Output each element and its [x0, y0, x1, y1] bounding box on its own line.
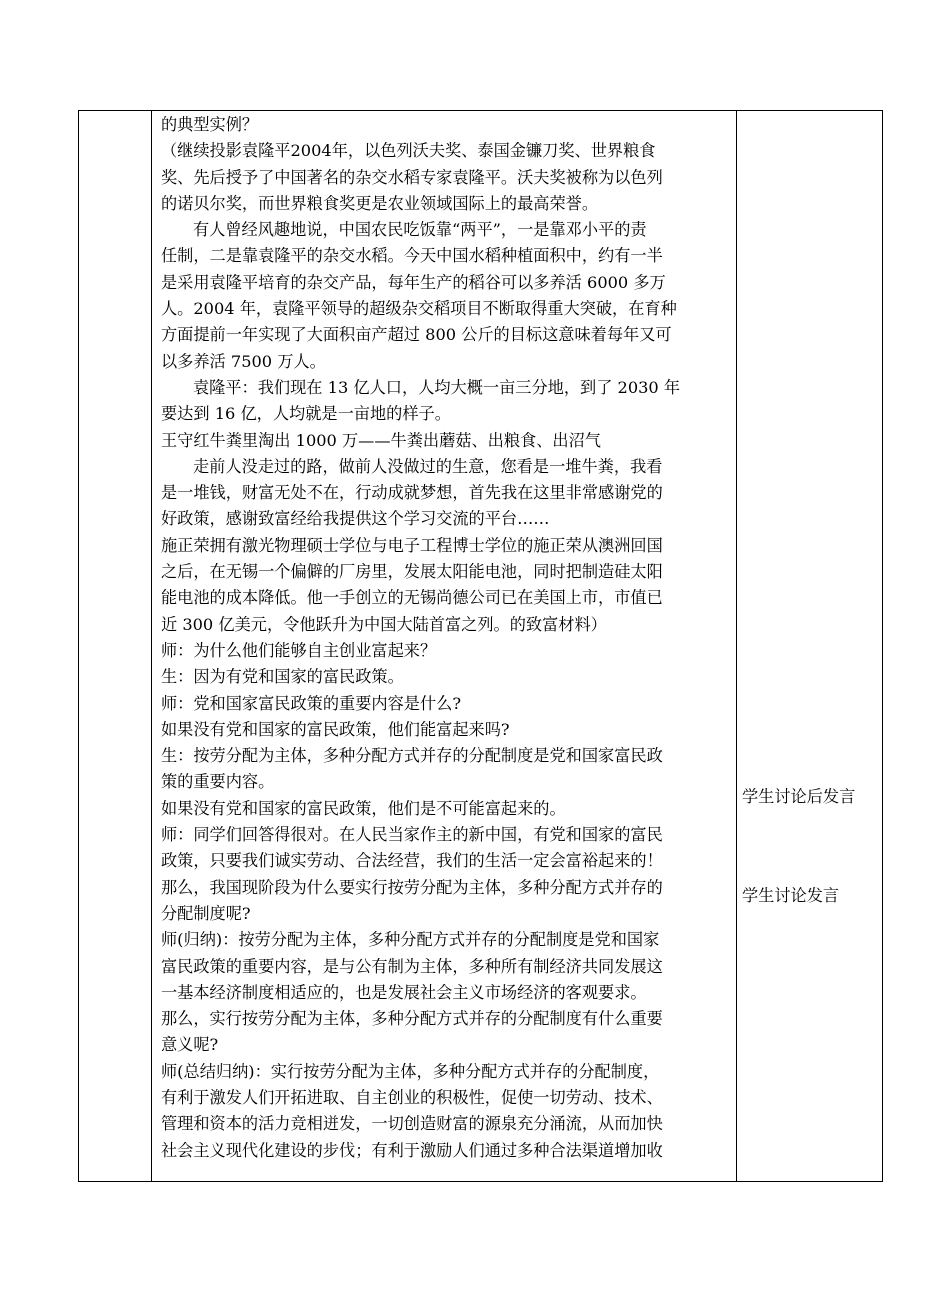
content-line: 袁隆平：我们现在 13 亿人口，人均大概一亩三分地，到了 2030 年	[193, 377, 681, 397]
column-divider-2	[736, 111, 737, 1181]
content-line: 分配制度呢?	[161, 903, 251, 923]
lesson-table	[78, 110, 883, 1182]
student-activity-note: 学生讨论发言	[742, 886, 840, 905]
content-line: 管理和资本的活力竞相迸发，一切创造财富的源泉充分涌流，从而加快	[161, 1114, 663, 1134]
content-line: 政策，只要我们诚实劳动、合法经营，我们的生活一定会富裕起来的！	[161, 851, 663, 871]
content-line: 生：因为有党和国家的富民政策。	[161, 667, 404, 687]
content-line: 人。2004 年，袁隆平领导的超级杂交稻项目不断取得重大突破，在育种	[161, 299, 677, 319]
content-line: 有利于激发人们开拓进取、自主创业的积极性，促使一切劳动、技术、	[161, 1087, 663, 1107]
content-line: 富民政策的重要内容，是与公有制为主体，多种所有制经济共同发展这	[161, 956, 663, 976]
content-line: 是一堆钱，财富无处不在，行动成就梦想，首先我在这里非常感谢党的	[161, 483, 663, 503]
content-line: 要达到 16 亿，人均就是一亩地的样子。	[161, 404, 451, 424]
content-line: 的典型实例？	[161, 115, 259, 134]
content-line: 之后，在无锡一个偏僻的厂房里，发展太阳能电池，同时把制造硅太阳	[161, 562, 663, 582]
content-line: 生：按劳分配为主体，多种分配方式并存的分配制度是党和国家富民政	[161, 746, 663, 766]
column-divider-1	[151, 111, 152, 1181]
content-line: 施正荣拥有激光物理硕士学位与电子工程博士学位的施正荣从澳洲回国	[161, 535, 663, 555]
content-line: 近 300 亿美元，令他跃升为中国大陆首富之列。的致富材料）	[161, 614, 607, 634]
content-line: 社会主义现代化建设的步伐；有利于激励人们通过多种合法渠道增加收	[161, 1140, 663, 1160]
content-line: 王守红牛粪里淘出 1000 万——牛粪出蘑菇、出粮食、出沼气	[161, 430, 601, 450]
content-line: 那么，我国现阶段为什么要实行按劳分配为主体，多种分配方式并存的	[161, 877, 663, 897]
content-line: 师：为什么他们能够自主创业富起来？	[161, 640, 437, 660]
content-line: 方面提前一年实现了大面积亩产超过 800 公斤的目标这意味着每年又可	[161, 325, 672, 345]
content-line: 有人曾经风趣地说，中国农民吃饭靠“两平”，一是靠邓小平的责	[193, 220, 647, 240]
student-activity-note: 学生讨论后发言	[742, 787, 856, 806]
content-line: 以多养活 7500 万人。	[161, 351, 326, 371]
content-line: 是采用袁隆平培育的杂交产品，每年生产的稻谷可以多养活 6000 多万	[161, 272, 666, 292]
content-line: 能电池的成本降低。他一手创立的无锡尚德公司已在美国上市，市值已	[161, 588, 663, 608]
content-line: 师(归纳)：按劳分配为主体，多种分配方式并存的分配制度是党和国家	[161, 930, 660, 950]
content-line: 师(总结归纳)：实行按劳分配为主体，多种分配方式并存的分配制度，	[161, 1061, 660, 1081]
content-line: 的诺贝尔奖，而世界粮食奖更是农业领域国际上的最高荣誉。	[161, 193, 599, 213]
content-line: 意义呢?	[161, 1035, 219, 1055]
teaching-content-column	[161, 111, 735, 1164]
content-line: 好政策，感谢致富经给我提供这个学习交流的平台……	[161, 509, 550, 529]
content-line: 策的重要内容。	[161, 772, 275, 792]
content-line: 任制，二是靠袁隆平的杂交水稻。今天中国水稻种植面积中，约有一半	[161, 246, 663, 266]
content-line: 如果没有党和国家的富民政策，他们能富起来吗?	[161, 719, 510, 739]
content-line: 师：党和国家富民政策的重要内容是什么?	[161, 693, 462, 713]
content-line: 奖、先后授予了中国著名的杂交水稻专家袁隆平。沃夫奖被称为以色列	[161, 167, 663, 187]
content-line: （继续投影袁隆平2004年，以色列沃夫奖、泰国金镰刀奖、世界粮食	[161, 141, 656, 161]
content-line: 走前人没走过的路，做前人没做过的生意，您看是一堆牛粪，我看	[193, 456, 663, 476]
content-line: 如果没有党和国家的富民政策，他们是不可能富起来的。	[161, 798, 566, 818]
content-line: 一基本经济制度相适应的，也是发展社会主义市场经济的客观要求。	[161, 982, 647, 1002]
content-line: 那么，实行按劳分配为主体，多种分配方式并存的分配制度有什么重要	[161, 1009, 663, 1029]
content-line: 师：同学们回答得很对。在人民当家作主的新中国，有党和国家的富民	[161, 825, 663, 845]
